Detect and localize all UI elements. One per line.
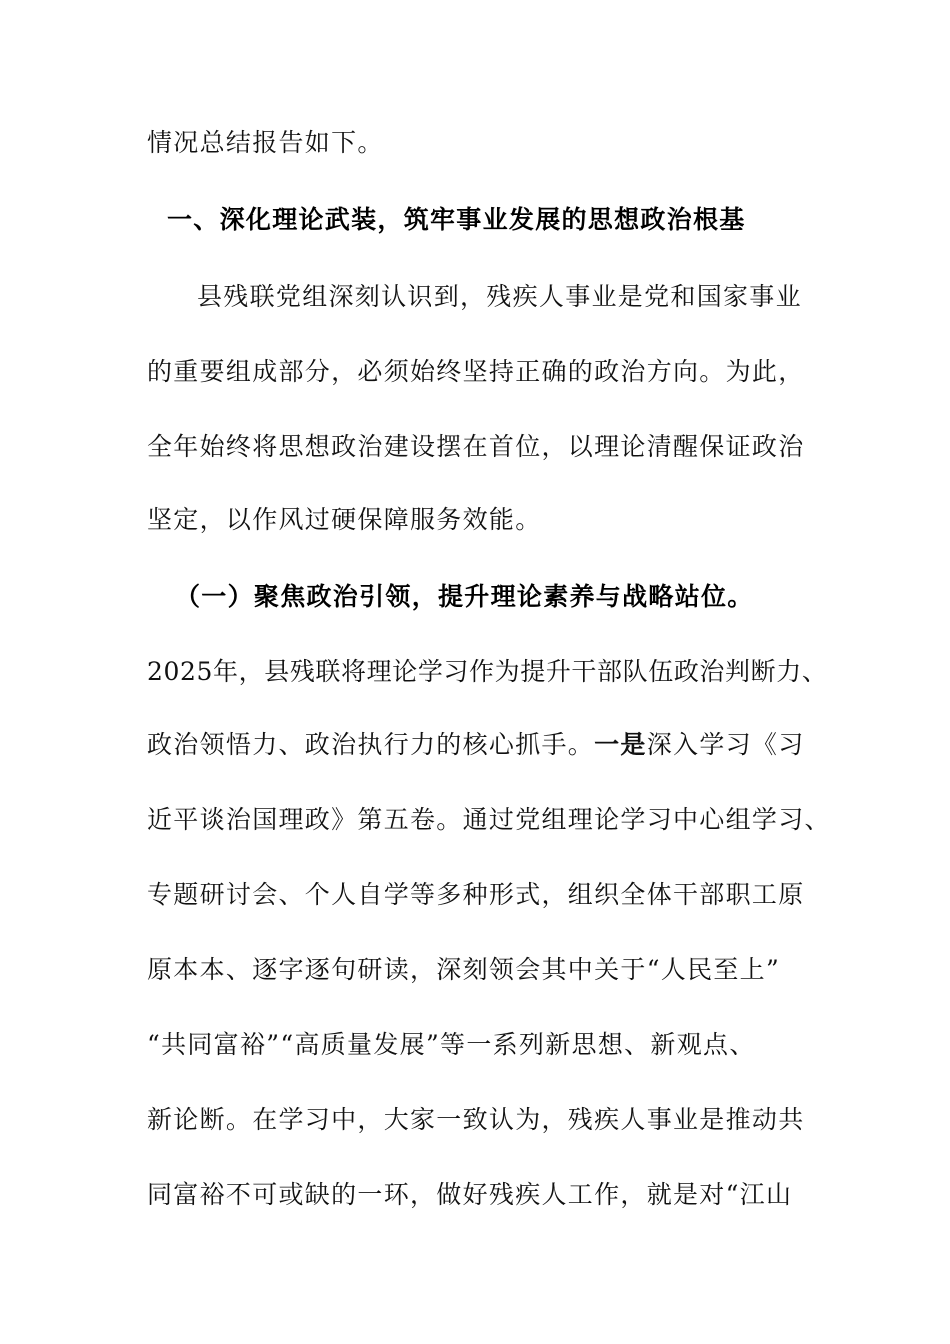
- paragraph-line: 近平谈治国理政》第五卷。通过党组理论学习中心组学习、: [147, 805, 831, 834]
- subsection-heading: （一）聚焦政治引领，提升理论素养与战略站位。: [175, 582, 754, 611]
- paragraph-line: 新论断。在学习中，大家一致认为，残疾人事业是推动共: [147, 1105, 805, 1134]
- paragraph-line: 坚定，以作风过硬保障服务效能。: [147, 505, 542, 534]
- paragraph-line: 的重要组成部分，必须始终坚持正确的政治方向。为此，: [147, 357, 805, 386]
- paragraph-line: 全年始终将思想政治建设摆在首位，以理论清醒保证政治: [147, 432, 805, 461]
- text-run: 政治领悟力、政治执行力的核心抓手。: [147, 730, 595, 759]
- text-run: 深入学习《习: [646, 730, 805, 759]
- paragraph-line: 原本本、逐字逐句研读，深刻领会其中关于“人民至上”: [147, 955, 781, 984]
- paragraph-line: [147, 730, 805, 760]
- paragraph-line: 2025年，县残联将理论学习作为提升干部队伍政治判断力、: [147, 657, 828, 686]
- paragraph-line: 同富裕不可或缺的一环，做好残疾人工作，就是对“江山: [147, 1180, 793, 1209]
- paragraph-line: 专题研讨会、个人自学等多种形式，组织全体干部职工原: [147, 880, 805, 909]
- paragraph-line: “共同富裕”“高质量发展”等一系列新思想、新观点、: [147, 1030, 756, 1059]
- paragraph-line: 情况总结报告如下。: [147, 128, 384, 157]
- paragraph-line: 县残联党组深刻认识到，残疾人事业是党和国家事业: [197, 282, 802, 311]
- emphasis-text: 一是: [594, 730, 647, 759]
- section-heading: 一、深化理论武装，筑牢事业发展的思想政治根基: [167, 205, 746, 234]
